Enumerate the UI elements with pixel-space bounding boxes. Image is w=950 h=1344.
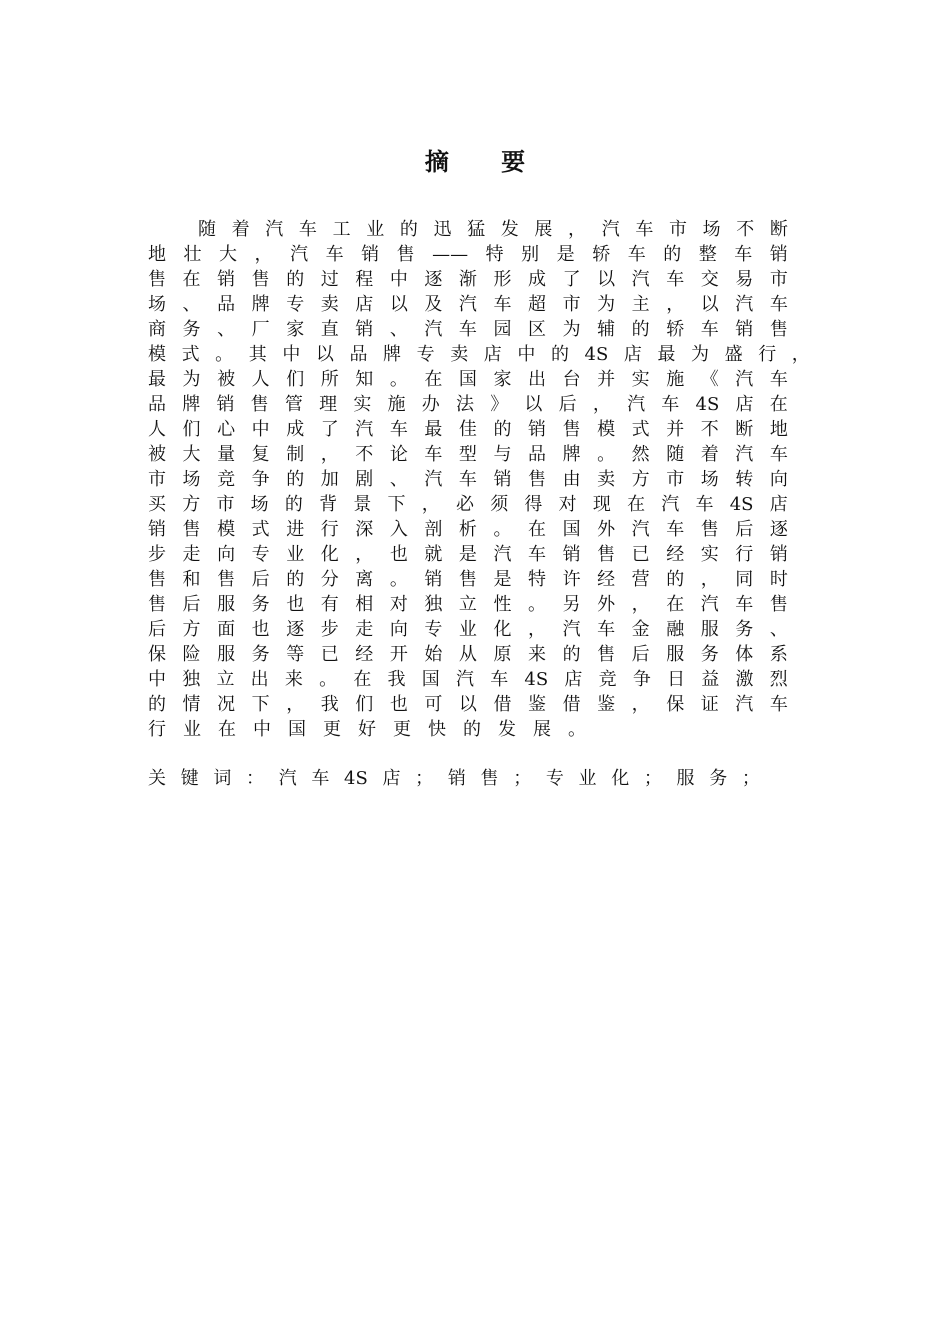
abstract-title: 摘 要 — [424, 147, 548, 176]
abstract-line: 步 走 向 专 业 化 ， 也 就 是 汽 车 销 售 已 经 实 行 销 — [148, 544, 788, 565]
abstract-line: 销 售 模 式 进 行 深 入 剖 析 。 在 国 外 汽 车 售 后 逐 — [148, 519, 788, 540]
abstract-line: 售 后 服 务 也 有 相 对 独 立 性 。 另 外 ， 在 汽 车 售 — [148, 594, 788, 615]
abstract-line: 售 和 售 后 的 分 离 。 销 售 是 特 许 经 营 的 ， 同 时 — [148, 569, 788, 590]
keywords-line: 关 键 词 ： 汽 车 4S 店 ； 销 售 ； 专 业 化 ； 服 务 ； — [148, 768, 760, 789]
abstract-line: 保 险 服 务 等 已 经 开 始 从 原 来 的 售 后 服 务 体 系 — [148, 644, 788, 665]
abstract-line: 被 大 量 复 制 ， 不 论 车 型 与 品 牌 。 然 随 着 汽 车 — [148, 444, 788, 465]
abstract-line: 地 壮 大 ， 汽 车 销 售 —— 特 别 是 轿 车 的 整 车 销 — [148, 244, 788, 265]
abstract-line: 的 情 况 下 ， 我 们 也 可 以 借 鉴 借 鉴 ， 保 证 汽 车 — [148, 694, 788, 715]
abstract-body — [148, 217, 808, 742]
abstract-line: 售 在 销 售 的 过 程 中 逐 渐 形 成 了 以 汽 车 交 易 市 — [148, 269, 788, 290]
abstract-line: 市 场 竞 争 的 加 剧 、 汽 车 销 售 由 卖 方 市 场 转 向 — [148, 469, 788, 490]
abstract-line: 行 业 在 中 国 更 好 更 快 的 发 展 。 — [148, 719, 586, 740]
abstract-line: 模 式 。 其 中 以 品 牌 专 卖 店 中 的 4S 店 最 为 盛 行 ， — [148, 344, 810, 365]
abstract-line: 场 、 品 牌 专 卖 店 以 及 汽 车 超 市 为 主 ， 以 汽 车 — [148, 294, 788, 315]
abstract-line: 品 牌 销 售 管 理 实 施 办 法 》 以 后 ， 汽 车 4S 店 在 — [148, 394, 788, 415]
abstract-line: 后 方 面 也 逐 步 走 向 专 业 化 ， 汽 车 金 融 服 务 、 — [148, 619, 788, 640]
abstract-line: 商 务 、 厂 家 直 销 、 汽 车 园 区 为 辅 的 轿 车 销 售 — [148, 319, 788, 340]
abstract-line: 最 为 被 人 们 所 知 。 在 国 家 出 台 并 实 施 《 汽 车 — [148, 369, 788, 390]
abstract-line: 人 们 心 中 成 了 汽 车 最 佳 的 销 售 模 式 并 不 断 地 — [148, 419, 788, 440]
abstract-line: 随 着 汽 车 工 业 的 迅 猛 发 展 ， 汽 车 市 场 不 断 — [198, 219, 788, 240]
abstract-line: 中 独 立 出 来 。 在 我 国 汽 车 4S 店 竞 争 日 益 激 烈 — [148, 669, 788, 690]
abstract-line: 买 方 市 场 的 背 景 下 ， 必 须 得 对 现 在 汽 车 4S 店 — [148, 494, 788, 515]
